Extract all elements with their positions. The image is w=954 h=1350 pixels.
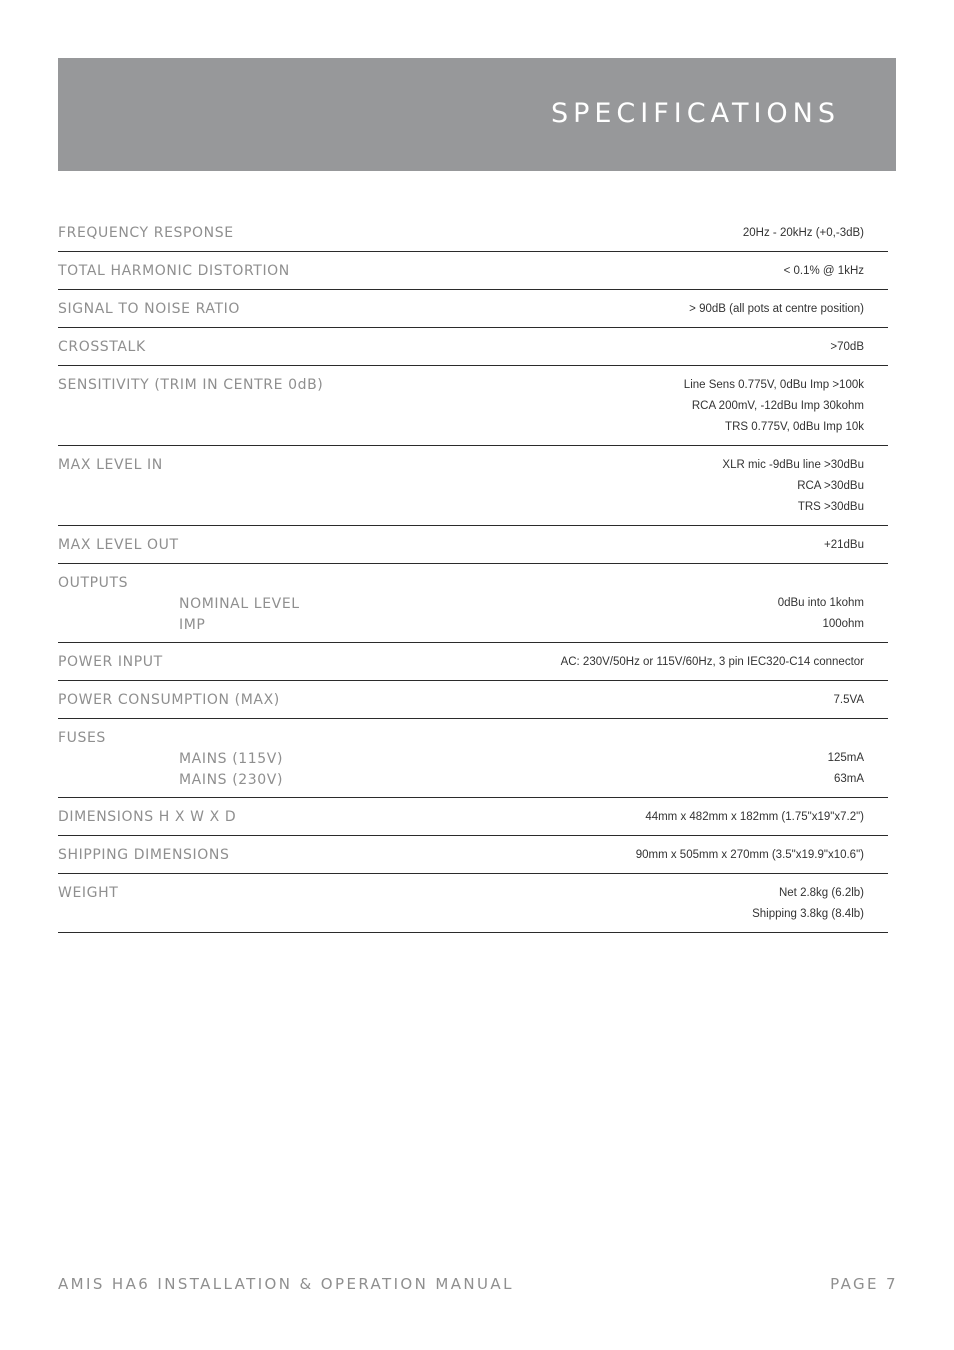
spec-label: DIMENSIONS H X W X D: [58, 809, 237, 825]
spec-value: TRS >30dBu: [797, 501, 864, 513]
spec-values: [722, 455, 888, 518]
spec-label: OUTPUTS: [58, 575, 129, 591]
spec-values: [636, 845, 888, 866]
spec-sublabel: IMP: [179, 616, 206, 633]
spec-value: TRS 0.775V, 0dBu Imp 10k: [725, 421, 864, 433]
spec-values: [743, 223, 888, 244]
spec-row: [58, 526, 888, 564]
spec-row: [58, 564, 888, 643]
spec-row-main: [58, 728, 888, 748]
spec-row-main: [58, 690, 888, 711]
spec-row-main: [58, 375, 888, 438]
spec-subrow: [58, 614, 888, 635]
spec-row-main: [58, 883, 888, 925]
spec-row: [58, 446, 888, 526]
spec-values: [822, 614, 888, 635]
spec-label: TOTAL HARMONIC DISTORTION: [58, 263, 290, 279]
spec-row-main: [58, 807, 888, 828]
spec-value: XLR mic -9dBu line >30dBu: [722, 459, 864, 471]
spec-row: [58, 290, 888, 328]
spec-row-main: [58, 573, 888, 593]
spec-label: POWER INPUT: [58, 654, 163, 670]
spec-row-main: [58, 223, 888, 244]
spec-values: [684, 375, 888, 438]
spec-value: 7.5VA: [833, 694, 864, 706]
spec-row: [58, 643, 888, 681]
spec-row-main: [58, 535, 888, 556]
spec-row: [58, 719, 888, 798]
spec-value: 0dBu into 1kohm: [777, 597, 864, 609]
spec-label: WEIGHT: [58, 885, 119, 901]
manual-title: AMIS HA6 INSTALLATION & OPERATION MANUAL: [58, 1275, 514, 1293]
spec-subrow: [58, 748, 888, 769]
spec-row: [58, 252, 888, 290]
spec-row: [58, 366, 888, 446]
spec-label: SIGNAL TO NOISE RATIO: [58, 301, 240, 317]
spec-value: 63mA: [833, 773, 864, 785]
spec-values: [828, 748, 888, 769]
spec-value: 20Hz - 20kHz (+0,-3dB): [742, 227, 864, 239]
spec-row-main: [58, 455, 888, 518]
spec-sublabel: MAINS (115V): [179, 750, 284, 767]
spec-value: Net 2.8kg (6.2lb): [778, 887, 864, 899]
spec-row-main: [58, 652, 888, 673]
spec-value: 100ohm: [822, 618, 864, 630]
spec-value: AC: 230V/50Hz or 115V/60Hz, 3 pin IEC320-C14 connector: [560, 656, 864, 668]
spec-sublabel: MAINS (230V): [179, 771, 284, 788]
spec-sublabel: NOMINAL LEVEL: [179, 595, 300, 612]
spec-values: [561, 652, 888, 673]
spec-values: [830, 337, 888, 358]
spec-subrow: [58, 593, 888, 614]
spec-row-main: [58, 845, 888, 866]
spec-row: [58, 874, 888, 933]
spec-label: POWER CONSUMPTION (MAX): [58, 692, 280, 708]
spec-label: FUSES: [58, 730, 106, 746]
spec-value: < 0.1% @ 1kHz: [783, 265, 864, 277]
spec-label: SHIPPING DIMENSIONS: [58, 847, 230, 863]
spec-row: [58, 214, 888, 252]
spec-value: RCA 200mV, -12dBu Imp 30kohm: [691, 400, 864, 412]
spec-row-main: [58, 261, 888, 282]
page-number: PAGE 7: [830, 1275, 898, 1293]
spec-row: [58, 328, 888, 366]
spec-row-main: [58, 299, 888, 320]
spec-values: [645, 807, 888, 828]
spec-values: [778, 593, 888, 614]
spec-value: RCA >30dBu: [797, 480, 864, 492]
spec-subrow: [58, 769, 888, 790]
spec-value: Shipping 3.8kg (8.4lb): [752, 908, 864, 920]
spec-row: [58, 836, 888, 874]
spec-values: [834, 769, 888, 790]
spec-value: +21dBu: [824, 539, 864, 551]
spec-values: [834, 690, 888, 711]
spec-table: [58, 214, 888, 933]
spec-value: 90mm x 505mm x 270mm (3.5"x19.9"x10.6"): [635, 849, 864, 861]
spec-label: FREQUENCY RESPONSE: [58, 225, 234, 241]
spec-label: CROSSTALK: [58, 339, 146, 355]
spec-row: [58, 798, 888, 836]
spec-value: Line Sens 0.775V, 0dBu Imp >100k: [683, 379, 864, 391]
spec-value: > 90dB (all pots at centre position): [689, 303, 864, 315]
spec-row: [58, 681, 888, 719]
spec-value: 125mA: [827, 752, 864, 764]
spec-values: [689, 299, 888, 320]
spec-values: [824, 535, 888, 556]
spec-values: [784, 261, 888, 282]
spec-label: MAX LEVEL IN: [58, 457, 163, 473]
spec-label: SENSITIVITY (TRIM IN CENTRE 0dB): [58, 377, 324, 393]
spec-value: 44mm x 482mm x 182mm (1.75"x19"x7.2"): [645, 811, 864, 823]
page-title: SPECIFICATIONS: [550, 98, 840, 129]
header-banner: [58, 58, 896, 171]
spec-values: [752, 883, 888, 925]
spec-label: MAX LEVEL OUT: [58, 537, 179, 553]
spec-value: >70dB: [830, 341, 864, 353]
spec-row-main: [58, 337, 888, 358]
